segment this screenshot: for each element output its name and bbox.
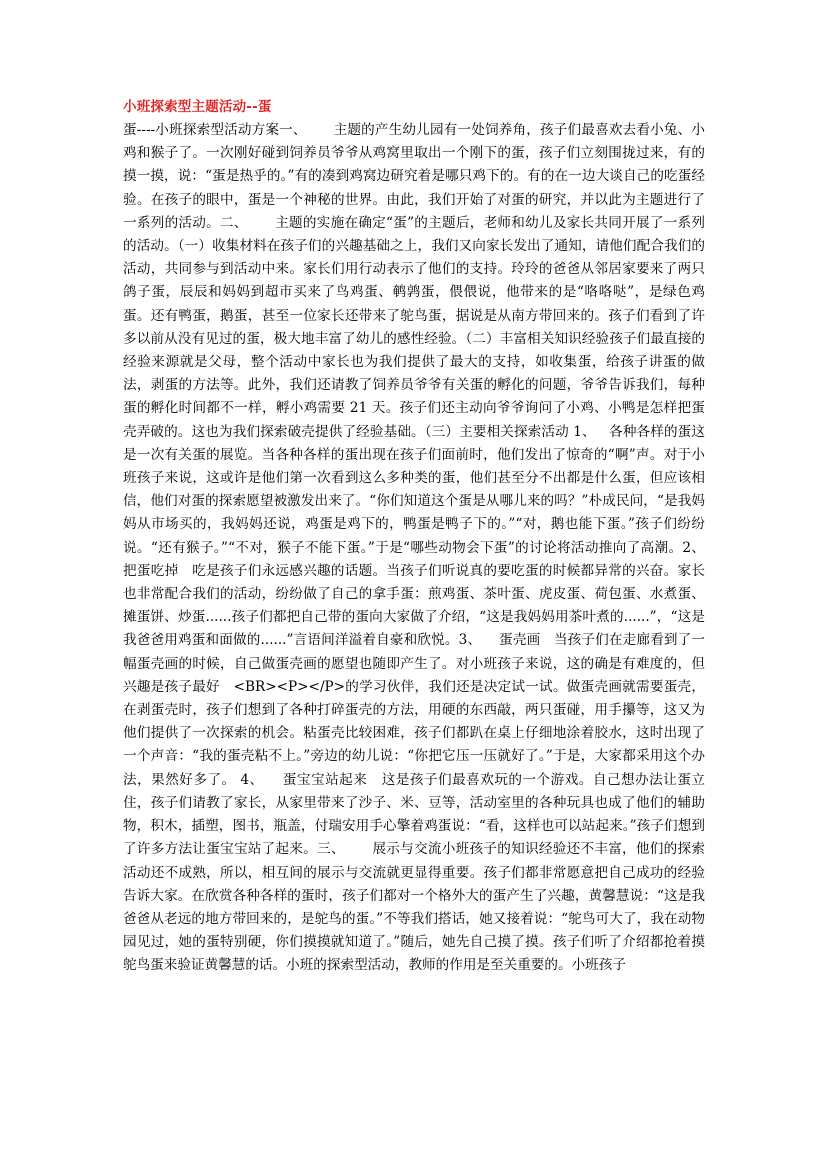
document-page bbox=[123, 96, 723, 978]
document-title: 小班探索型主题活动--蛋 bbox=[123, 99, 272, 115]
document-body-text: 蛋----小班探索型活动方案一、 主题的产生幼儿园有一处饲养角，孩子们最喜欢去看小兔、小鸡和猴子了。一次刚好碰到饲养员爷爷从鸡窝里取出一个刚下的蛋，孩子们立刻围拢过来，有的摸一摸，说：“蛋是热乎的。”有的凑到鸡窝边研究着是哪只鸡下的。有的在一边大谈自己的吃蛋经验。在孩子的眼中，蛋是一个神秘的世界。由此，我们开始了对蛋的研究，并以此为主题进行了一系列的活动。二、 主题的实施在确定“蛋”的主题后，老师和幼儿及家长共同开展了一系列的活动。（一）收集材料在孩子们的兴趣基础之上，我们又向家长发出了通知，请他们配合我们的活动，共同参与到活动中来。家长们用行动表示了他们的支持。玲玲的爸爸从邻居家要来了两只鸽子蛋，辰辰和妈妈到超市买来了鸟鸡蛋、鹌鹑蛋，偎偎说，他带来的是“咯咯哒”，是绿色鸡蛋。还有鸭蛋，鹅蛋，甚至一位家长还带来了鸵鸟蛋，据说是从南方带回来的。孩子们看到了许多以前从没有见过的蛋，极大地丰富了幼儿的感性经验。（二）丰富相关知识经验孩子们最直接的经验来源就是父母，整个活动中家长也为我们提供了最大的支持，如收集蛋，给孩子讲蛋的做法，剥蛋的方法等。此外，我们还请教了饲养员爷爷有关蛋的孵化的问题，爷爷告诉我们，每种蛋的孵化时间都不一样，孵小鸡需要 21 天。孩子们还主动向爷爷询问了小鸡、小鸭是怎样把蛋壳弄破的。这也为我们探索破壳提供了经验基础。（三）主要相关探索活动 1、 各种各样的蛋这是一次有关蛋的展览。当各种各样的蛋出现在孩子们面前时，他们发出了惊奇的“啊”声。对于小班孩子来说，这或许是他们第一次看到这么多种类的蛋，他们甚至分不出都是什么蛋，但应该相信，他们对蛋的探索愿望被激发出来了。“你们知道这个蛋是从哪儿来的吗？”朴成民问，“是我妈妈从市场买的，我妈妈还说，鸡蛋是鸡下的，鸭蛋是鸭子下的。”“对，鹅也能下蛋。”孩子们纷纷说。“还有猴子。”“不对，猴子不能下蛋。”于是“哪些动物会下蛋”的讨论将活动推向了高潮。2、 把蛋吃掉 吃是孩子们永远感兴趣的话题。当孩子们听说真的要吃蛋的时候都异常的兴奋。家长也非常配合我们的活动，纷纷做了自己的拿手蛋：煎鸡蛋、茶叶蛋、虎皮蛋、荷包蛋、水煮蛋、摊蛋饼、炒蛋......孩子们都把自己带的蛋向大家做了介绍，“这是我妈妈用茶叶煮的......”，“这是我爸爸用鸡蛋和面做的......”言语间洋溢着自豪和欣悦。3、 蛋壳画 当孩子们在走廊看到了一幅蛋壳画的时候，自己做蛋壳画的愿望也随即产生了。对小班孩子来说，这的确是有难度的，但兴趣是孩子最好 <BR><P></P>的学习伙伴，我们还是决定试一试。做蛋壳画就需要蛋壳，在剥蛋壳时，孩子们想到了各种打碎蛋壳的方法，用硬的东西敲，两只蛋碰，用手攥等，这又为他们提供了一次探索的机会。粘蛋壳比较困难，孩子们都趴在桌上仔细地涂着胶水，这时出现了一个声音：“我的蛋壳粘不上。”旁边的幼儿说：“你把它压一压就好了。”于是，大家都采用这个办法，果然好多了。 4、 蛋宝宝站起来 这是孩子们最喜欢玩的一个游戏。自己想办法让蛋立住，孩子们请教了家长，从家里带来了沙子、米、豆等，活动室里的各种玩具也成了他们的辅助物，积木，插塑，图书，瓶盖，付瑞安用手心擎着鸡蛋说：“看，这样也可以站起来。”孩子们想到了许多方法让蛋宝宝站了起来。三、 展示与交流小班孩子的知识经验还不丰富，他们的探索活动还不成熟，所以，相互间的展示与交流就更显得重要。孩子们都非常愿意把自己成功的经验告诉大家。在欣赏各种各样的蛋时，孩子们都对一个格外大的蛋产生了兴趣，黄馨慧说：“这是我爸爸从老远的地方带回来的，是鸵鸟的蛋。”不等我们搭话，她又接着说：“鸵鸟可大了，我在动物园见过，她的蛋特别硬，你们摸摸就知道了。”随后，她先自己摸了摸。孩子们听了介绍都抢着摸鸵鸟蛋来验证黄馨慧的话。小班的探索型活动，教师的作用是至关重要的。小班孩子 bbox=[123, 122, 723, 974]
